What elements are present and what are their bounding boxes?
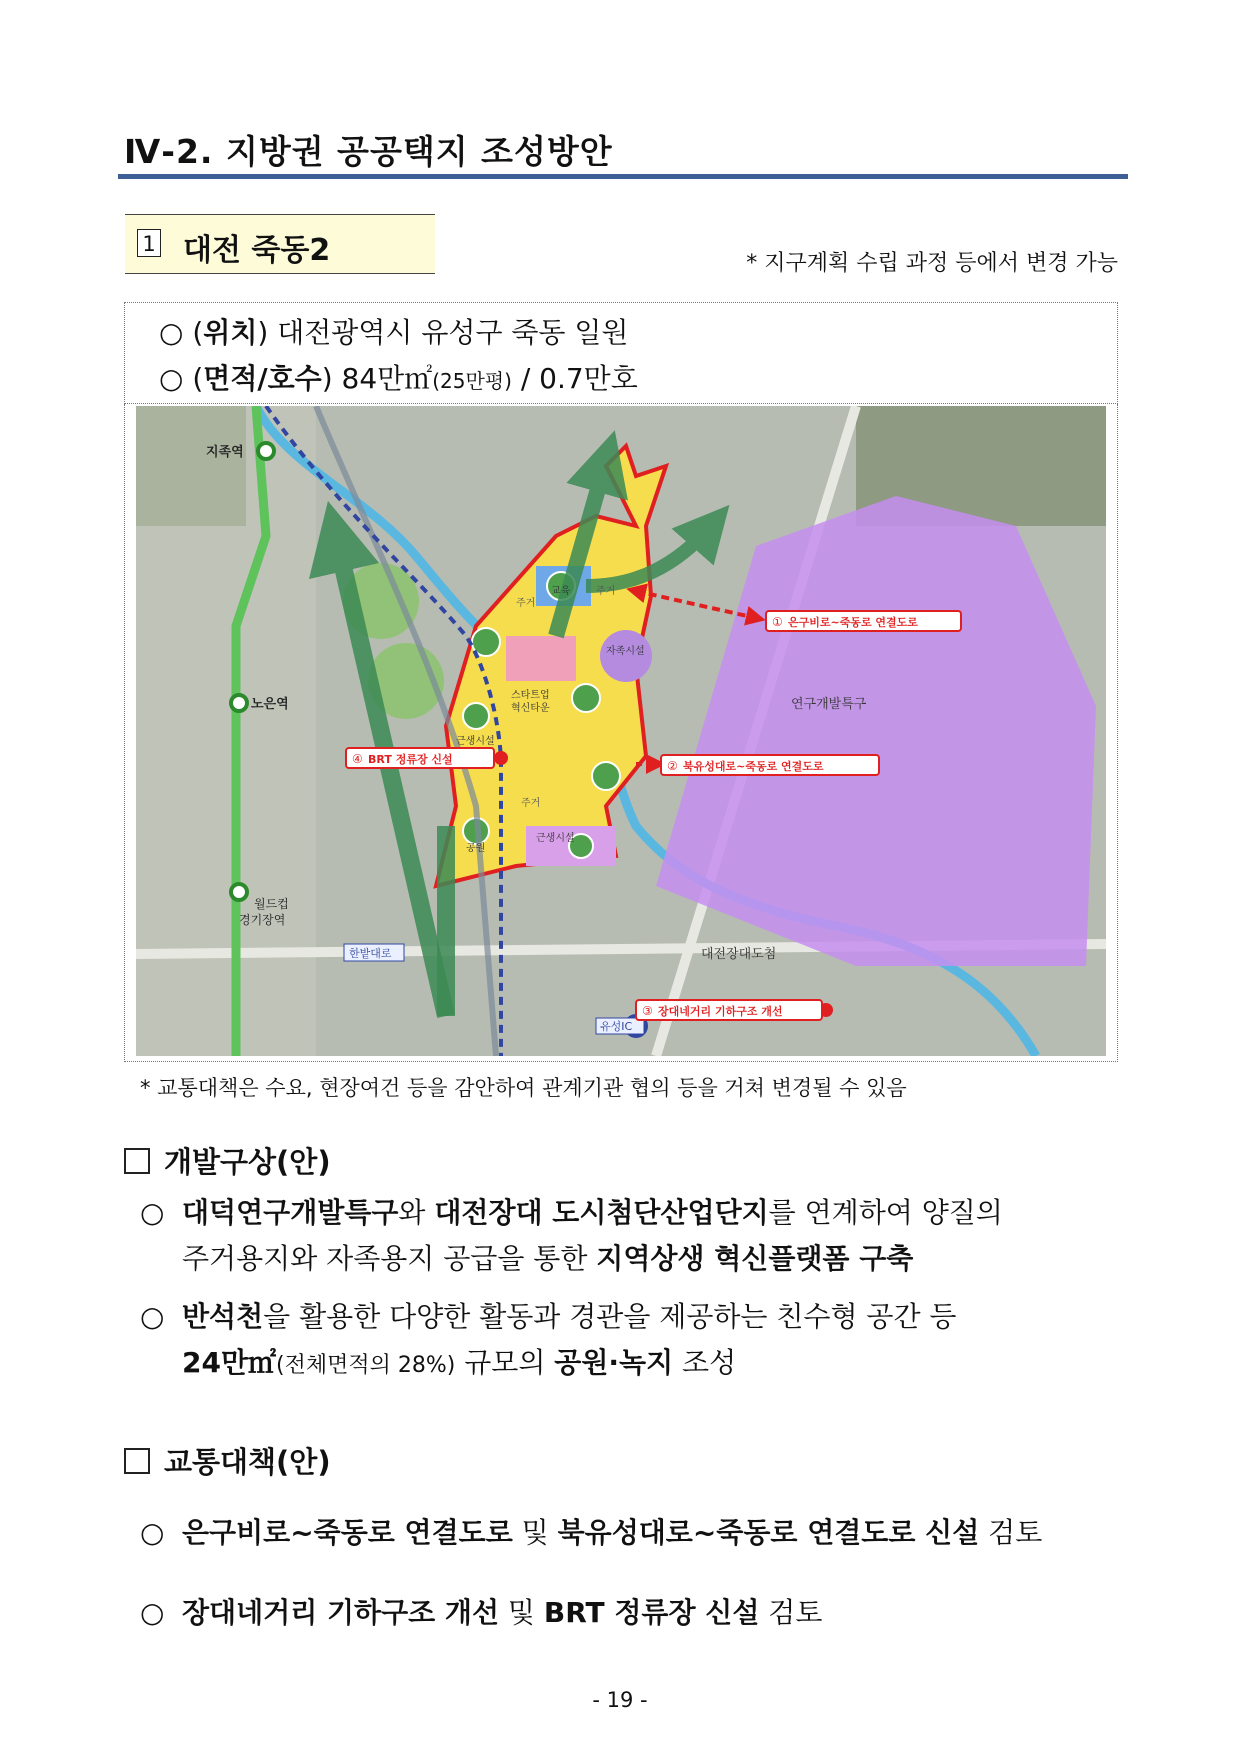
callout-1-text: 은구비로~죽동로 연결도로 xyxy=(788,616,918,629)
map-label-residential1: 주거 xyxy=(516,598,536,609)
location-value: 대전광역시 유성구 죽동 일원 xyxy=(277,316,629,349)
map-label-neighborhood2: 근생시설 xyxy=(536,833,575,844)
area-value: 84만㎡ xyxy=(341,362,433,395)
info-box xyxy=(124,302,1118,404)
map-label-hanbat: 한밭대로 xyxy=(349,947,392,960)
callout-4-text: BRT 정류장 신설 xyxy=(368,753,453,766)
district-map xyxy=(136,406,1106,1056)
map-label-jangdae: 대전장대도첨 xyxy=(701,947,777,962)
map-frame xyxy=(124,404,1118,1062)
map-label-worldcup1: 월드컵 xyxy=(254,897,289,911)
callout-3-text: 장대네거리 기하구조 개선 xyxy=(658,1005,783,1018)
map-label-park: 공원 xyxy=(466,843,486,854)
area-label: 면적/호수 xyxy=(203,362,322,395)
checkbox-icon xyxy=(124,1448,150,1474)
callout-2-text: 북유성대로~죽동로 연결도로 xyxy=(683,760,824,773)
map-label-self: 자족시설 xyxy=(606,646,645,657)
map-label-neighborhood: 근생시설 xyxy=(456,736,495,747)
section-number: 1 xyxy=(137,229,161,257)
station-icon xyxy=(258,443,274,459)
station-icon xyxy=(231,884,247,900)
map-label-research-zone: 연구개발특구 xyxy=(791,697,867,712)
map-label-jijok: 지족역 xyxy=(206,445,244,460)
callout-4-num: ④ xyxy=(352,752,363,766)
map-label-yuseong-ic: 유성IC xyxy=(600,1020,633,1033)
dev-heading: 개발구상(안) xyxy=(124,1140,331,1181)
map-label-residential2: 주거 xyxy=(596,586,616,597)
area-line: ○ (면적/호수) 84만㎡(25만평) / 0.7만호 xyxy=(159,362,638,395)
section-heading-box xyxy=(125,214,435,274)
location-line: ○ (위치) 대전광역시 유성구 죽동 일원 xyxy=(159,316,629,349)
map-label-innovation: 혁신타운 xyxy=(511,703,550,714)
area-pyeong: (25만평) xyxy=(432,369,512,393)
callout-2-num: ② xyxy=(667,759,678,773)
map-label-residential3: 주거 xyxy=(521,798,541,809)
callout-3-num: ③ xyxy=(642,1004,653,1018)
location-label: 위치 xyxy=(203,316,258,349)
title-rule xyxy=(118,174,1128,179)
map-label-noeun: 노은역 xyxy=(251,697,289,712)
station-icon xyxy=(231,695,247,711)
area-homes: / 0.7만호 xyxy=(520,362,638,395)
map-note: * 교통대책은 수요, 현장여건 등을 감안하여 관계기관 협의 등을 거쳐 변경될 수 있음 xyxy=(140,1076,907,1100)
plan-change-note: * 지구계획 수립 과정 등에서 변경 가능 xyxy=(746,251,1118,276)
traffic-heading: 교통대책(안) xyxy=(124,1440,331,1481)
map-label-education: 교육 xyxy=(551,586,571,597)
checkbox-icon xyxy=(124,1148,150,1174)
callout-1-num: ① xyxy=(772,615,783,629)
page-title: Ⅳ-2. 지방권 공공택지 조성방안 xyxy=(124,132,613,171)
map-label-worldcup2: 경기장역 xyxy=(239,913,286,927)
section-name: 대전 죽동2 xyxy=(183,233,331,268)
page-number: - 19 - xyxy=(592,1688,648,1712)
map-label-startup: 스타트업 xyxy=(511,690,550,701)
